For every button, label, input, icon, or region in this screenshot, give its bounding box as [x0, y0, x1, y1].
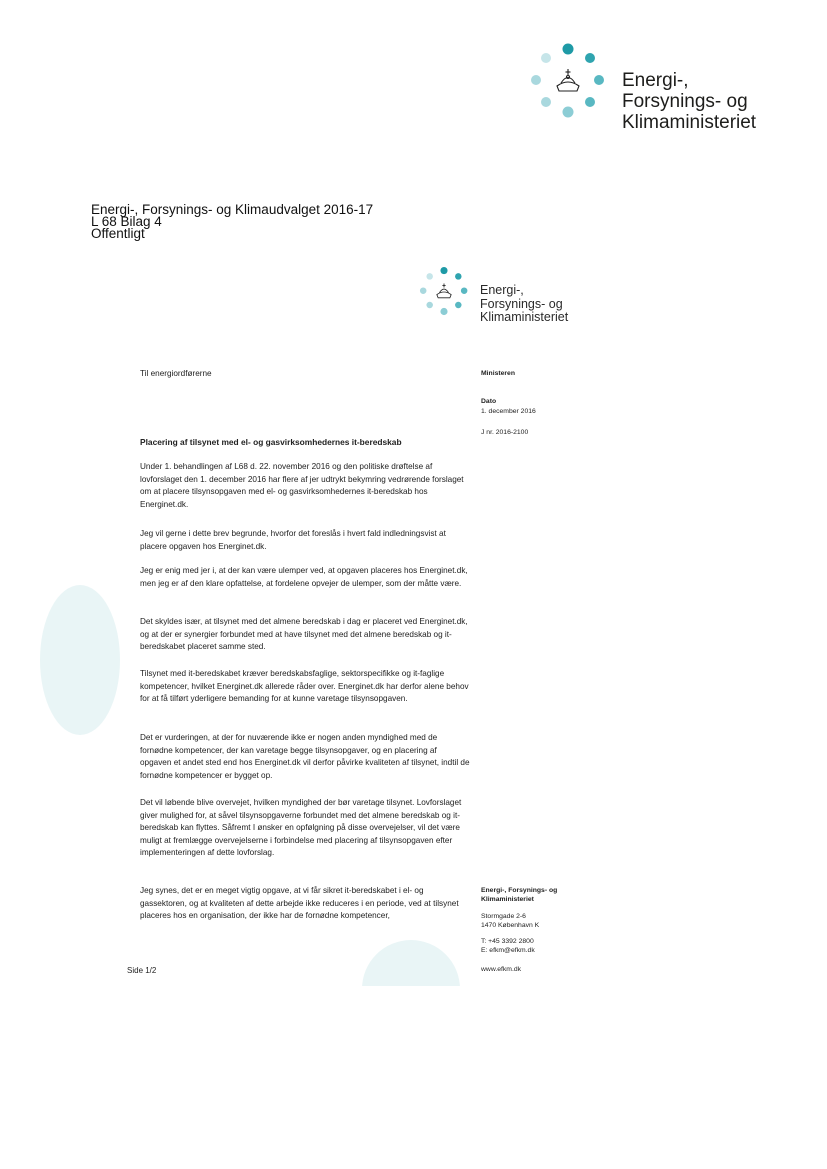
address-city: 1470 København K	[481, 922, 540, 929]
letter-logo-line-3: Klimaministeriet	[480, 310, 569, 324]
logo-line-2: Forsynings- og	[622, 91, 748, 112]
letter-logo-line-1: Energi-,	[480, 283, 524, 297]
letter-ministry-name	[480, 284, 568, 325]
ministry-logo	[528, 42, 768, 142]
logo-line-3: Klimaministeriet	[622, 112, 757, 133]
recipient: Til energiordførerne	[140, 369, 212, 378]
phone: T: +45 3392 2800	[481, 938, 534, 945]
paragraph-1: Under 1. behandlingen af L68 d. 22. november 2016 og den politiske drøftelse af lovforslaget den 1. december 2016 har flere af jer udtrykt bekymring vedrørende forslaget om at placere tilsynsopgaven med el- og gasvirksomhedernes it-beredskab hos Energinet.dk.	[140, 462, 464, 509]
crown-logo-icon	[418, 266, 470, 318]
paragraph-3: Jeg er enig med jer i, at der kan være ulemper ved, at opgaven placeres hos Energinet.dk, men jeg er af den klare opfattelse, at fordelene opvejer de ulemper, som der måtte være.	[140, 566, 468, 588]
ministry-name	[622, 70, 756, 133]
paragraph-4: Det skyldes især, at tilsynet med det almene beredskab i dag er placeret ved Energinet.dk, og at der er synergier forbundet med at have tilsynet med det almene beredskab og it-beredskabet placeret samme sted.	[140, 617, 468, 652]
decorative-circle-left	[40, 585, 120, 735]
email: E: efkm@efkm.dk	[481, 947, 535, 954]
website: www.efkm.dk	[481, 966, 522, 973]
side-title: Ministeren	[481, 370, 515, 377]
address-street: Stormgade 2-6	[481, 913, 526, 920]
date-label: Dato	[481, 398, 497, 405]
paragraph-7: Det vil løbende blive overvejet, hvilken myndighed der bør varetage tilsynet. Lovforslaget giver mulighed for, at såvel tilsynsopgaverne forbundet med det almene beredskab og it-beredskab kan flyttes. Såfremt I ønsker en opfølgning på disse overvejelser, vil det være muligt at fremlægge overvejelserne i forbindelse med placering af tilsynsopgaven efter implementeringen af dette lovforslag.	[140, 798, 462, 858]
paragraph-8: Jeg synes, det er en meget vigtig opgave, at vi får sikret it-beredskabet i el- og gassektoren, og at kvaliteten af dette arbejde ikke reduceres i en periode, ved at tilsynet placeres hos en organisation, der ikke har de fornødne kompetencer,	[140, 886, 459, 921]
stamp-committee: Energi-, Forsynings- og Klimaudvalget 2016-17	[91, 202, 374, 217]
org-line-1: Energi-, Forsynings- og	[481, 887, 558, 894]
letter-subject: Placering af tilsynet med el- og gasvirksomhedernes it-beredskab	[140, 437, 402, 447]
paragraph-6: Det er vurderingen, at der for nuværende ikke er nogen anden myndighed med de fornødne kompetencer, der kan varetage begge tilsynsopgaver, og en placering af opgaven et andet sted end hos Energinet.dk vil derfor påvirke kvaliteten af tilsynet, indtil de fornødne kompetencer er bygget op.	[140, 733, 470, 780]
circle-mask	[350, 986, 480, 1066]
letter-logo	[418, 266, 588, 336]
stamp-public: Offentligt	[91, 226, 145, 241]
date-value: 1. december 2016	[481, 408, 536, 415]
letter-logo-line-2: Forsynings- og	[480, 296, 563, 311]
crown-logo-icon	[528, 42, 608, 122]
journal-number: J nr. 2016-2100	[481, 429, 529, 436]
document-stamp	[91, 204, 373, 240]
paragraph-2: Jeg vil gerne i dette brev begrunde, hvorfor det foreslås i hvert fald indledningsvist at placere opgaven hos Energinet.dk.	[140, 529, 446, 551]
paragraph-5: Tilsynet med it-beredskabet kræver beredskabsfaglige, sektorspecifikke og it-faglige kompetencer, hvilket Energinet.dk allerede råder over. Energinet.dk har derfor alene behov for at få tilført yderligere bemanding for at kunne varetage tilsynsopgaven.	[140, 669, 469, 704]
page-number: Side 1/2	[127, 966, 157, 975]
stamp-bill: L 68 Bilag 4	[91, 214, 162, 229]
logo-line-1: Energi-,	[622, 70, 689, 91]
org-line-2: Klimaministeriet	[481, 896, 534, 903]
